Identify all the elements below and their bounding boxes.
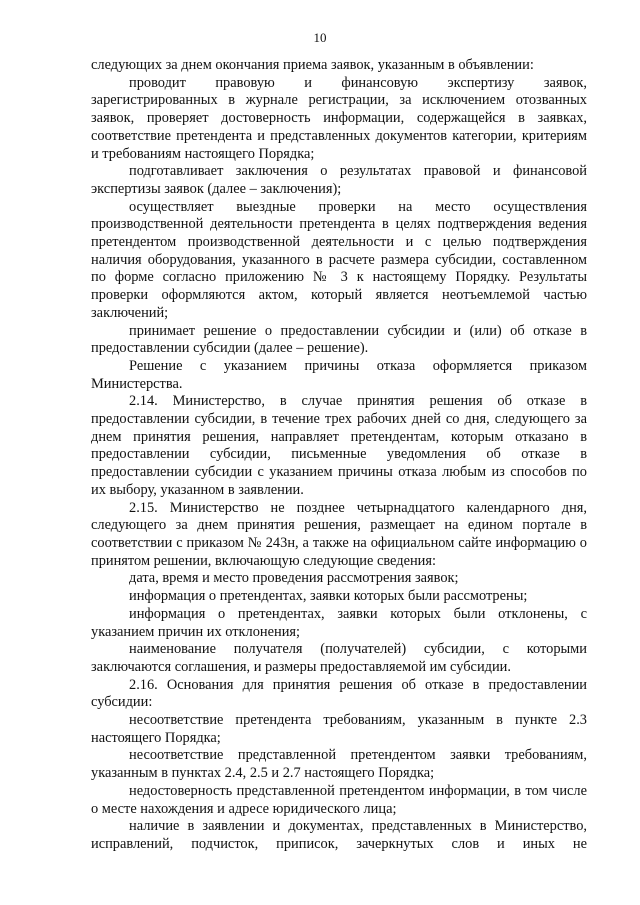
paragraph: 2.16. Основания для принятия решения об отказе в предоставлении субсидии: — [91, 676, 587, 711]
paragraph: информация о претендентах, заявки которых были отклонены, с указанием причин их отклонения; — [91, 605, 587, 640]
paragraph: подготавливает заключения о результатах правовой и финансовой экспертизы заявок (далее – заключения); — [91, 163, 587, 197]
paragraph: следующих за днем окончания приема заявок, указанным в объявлении: — [91, 57, 534, 73]
paragraph: несоответствие представленной претендентом заявки требованиям, указанным в пунктах 2.4, 2.5 и 2.7 настоящего Порядка; — [91, 747, 587, 782]
paragraph: проводит правовую и финансовую экспертизу заявок, зарегистрированных в журнале регистрации, за исключением отозванных заявок, проверяет достоверность информации, содержащейся в заявках, соответствие претендента и представленных документов категории, критериям и требованиям настоящего Порядка; — [91, 74, 587, 162]
paragraph: Решение с указанием причины отказа оформляется приказом Министерства. — [91, 357, 587, 392]
paragraph: наличие в заявлении и документах, представленных в Министерство, исправлений, подчисток, приписок, зачеркнутых слов и иных не — [91, 818, 587, 852]
paragraph: недостоверность представленной претендентом информации, в том числе о месте нахождения и адресе юридического лица; — [91, 782, 587, 817]
paragraph: 2.15. Министерство не позднее четырнадцатого календарного дня, следующего за днем принятия решения, размещает на едином портале в соответствии с приказом № 243н, а также на официальном сайте информацию о принятом решении, включающую следующие сведения: — [91, 499, 587, 569]
paragraph: наименование получателя (получателей) субсидии, с которыми заключаются соглашения, и размеры предоставляемой им субсидии. — [91, 641, 587, 675]
paragraph: несоответствие претендента требованиям, указанным в пункте 2.3 настоящего Порядка; — [91, 712, 587, 746]
paragraph: информация о претендентах, заявки которых были рассмотрены; — [129, 588, 528, 605]
paragraph: осуществляет выездные проверки на место осуществления производственной деятельности претендента в целях подтверждения ведения претендентом производственной деятельности и с целью подтверждения наличия оборудования, указанного в расчете размера субсидии, составленном по форме согласно приложению № 3 к настоящему Порядку. Результаты проверки оформляются актом, который является неотъемлемой частью заключений; — [91, 198, 587, 321]
page-number: 10 — [313, 30, 327, 45]
paragraph: дата, время и место проведения рассмотрения заявок; — [129, 570, 459, 587]
paragraph: 2.14. Министерство, в случае принятия решения об отказе в предоставлении субсидии, в течение трех рабочих дней со дня, следующего за днем принятия решения, направляет претендентам, которым отказано в предоставлении субсидии, письменные уведомления об отказе в предоставлении субсидии с указанием причины отказа любым из способов по их выбору, указанном в заявлении. — [91, 393, 587, 498]
paragraph: принимает решение о предоставлении субсидии и (или) об отказе в предоставлении субсидии (далее – решение). — [91, 322, 587, 357]
body-text — [91, 57, 587, 854]
